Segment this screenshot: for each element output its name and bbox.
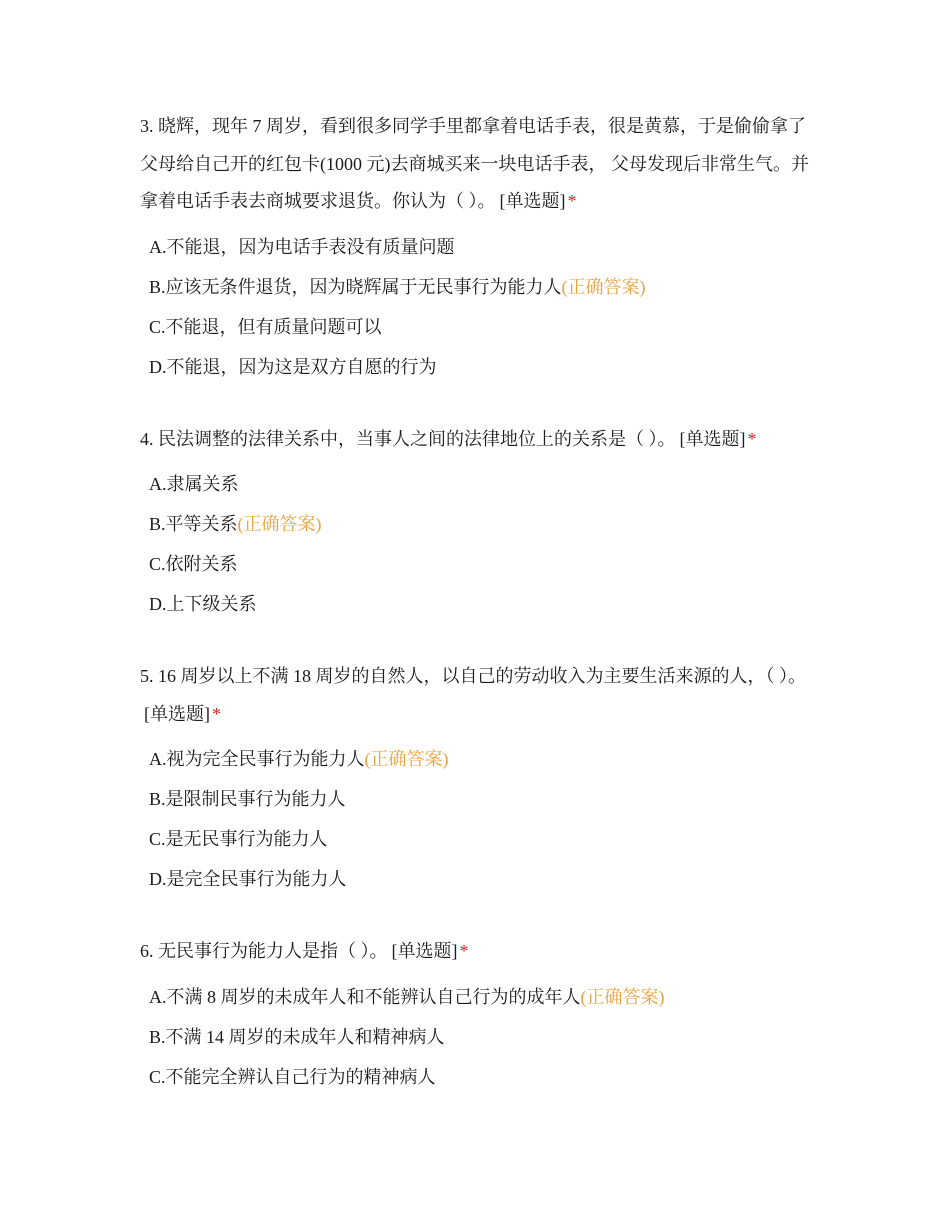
option-label: B.不满 14 周岁的未成年人和精神病人 [149, 1026, 445, 1047]
required-mark: * [567, 191, 577, 211]
option-list [140, 464, 820, 624]
option-c[interactable] [149, 1057, 820, 1097]
correct-answer-tag: (正确答案) [561, 276, 646, 297]
option-label: A.视为完全民事行为能力人 [149, 749, 365, 769]
option-a[interactable] [149, 227, 820, 267]
option-label: A.隶属关系 [149, 474, 239, 494]
question-type: [单选题] [499, 191, 566, 211]
option-b[interactable] [149, 267, 820, 307]
option-a[interactable] [149, 464, 820, 504]
question-3 [140, 108, 820, 387]
option-list [140, 977, 820, 1097]
option-label: B.平等关系 [149, 514, 238, 534]
question-text [140, 933, 820, 971]
correct-answer-tag: (正确答案) [580, 986, 665, 1007]
correct-answer-tag: (正确答案) [364, 749, 449, 769]
option-list [140, 227, 820, 387]
question-type: [单选题] [391, 941, 458, 961]
option-label: C.依附关系 [149, 554, 238, 574]
option-d[interactable] [149, 584, 820, 624]
option-label: B.是限制民事行为能力人 [149, 789, 346, 809]
option-list [140, 739, 820, 899]
option-label: C.不能退，但有质量问题可以 [149, 316, 382, 337]
option-label: D.不能退，因为这是双方自愿的行为 [149, 356, 437, 377]
option-label: C.不能完全辨认自己行为的精神病人 [149, 1066, 436, 1087]
option-d[interactable] [149, 347, 820, 387]
question-stem: 5. 16 周岁以上不满 18 周岁的自然人，以自己的劳动收入为主要生活来源的人，（ ）。 [140, 666, 806, 686]
question-stem: 6. 无民事行为能力人是指（ ）。 [140, 941, 388, 961]
option-label: D.上下级关系 [149, 594, 257, 614]
option-b[interactable] [149, 504, 820, 544]
option-label: D.是完全民事行为能力人 [149, 869, 347, 889]
option-c[interactable] [149, 307, 820, 347]
question-type: [单选题] [144, 703, 210, 724]
option-label: C.是无民事行为能力人 [149, 829, 328, 849]
required-mark: * [459, 941, 469, 961]
question-stem: 3. 晓辉，现年 7 周岁，看到很多同学手里都拿着电话手表，很是黄慕，于是偷偷拿了父母给自己开的红包卡(1000 元)去商城买来一块电话手表， 父母发现后非常生气。并拿着电话手表去商城要求退货。你认为（ ）。 [140, 116, 809, 211]
question-text [140, 421, 820, 459]
question-stem: 4. 民法调整的法律关系中，当事人之间的法律地位上的关系是（ ）。 [140, 428, 676, 449]
quiz-document [140, 108, 820, 1131]
question-type: [单选题] [679, 428, 746, 449]
option-a[interactable] [149, 977, 820, 1017]
option-a[interactable] [149, 739, 820, 779]
required-mark: * [212, 703, 221, 724]
question-5 [140, 658, 820, 899]
option-c[interactable] [149, 544, 820, 584]
correct-answer-tag: (正确答案) [237, 514, 322, 534]
option-label: B.应该无条件退货，因为晓辉属于无民事行为能力人 [149, 276, 562, 297]
question-text [140, 108, 820, 221]
required-mark: * [747, 428, 757, 449]
question-6 [140, 933, 820, 1097]
option-c[interactable] [149, 819, 820, 859]
question-text [140, 658, 820, 733]
option-label: A.不能退，因为电话手表没有质量问题 [149, 236, 455, 257]
option-b[interactable] [149, 1017, 820, 1057]
option-b[interactable] [149, 779, 820, 819]
option-d[interactable] [149, 859, 820, 899]
question-4 [140, 421, 820, 625]
option-label: A.不满 8 周岁的未成年人和不能辨认自己行为的成年人 [149, 986, 581, 1007]
